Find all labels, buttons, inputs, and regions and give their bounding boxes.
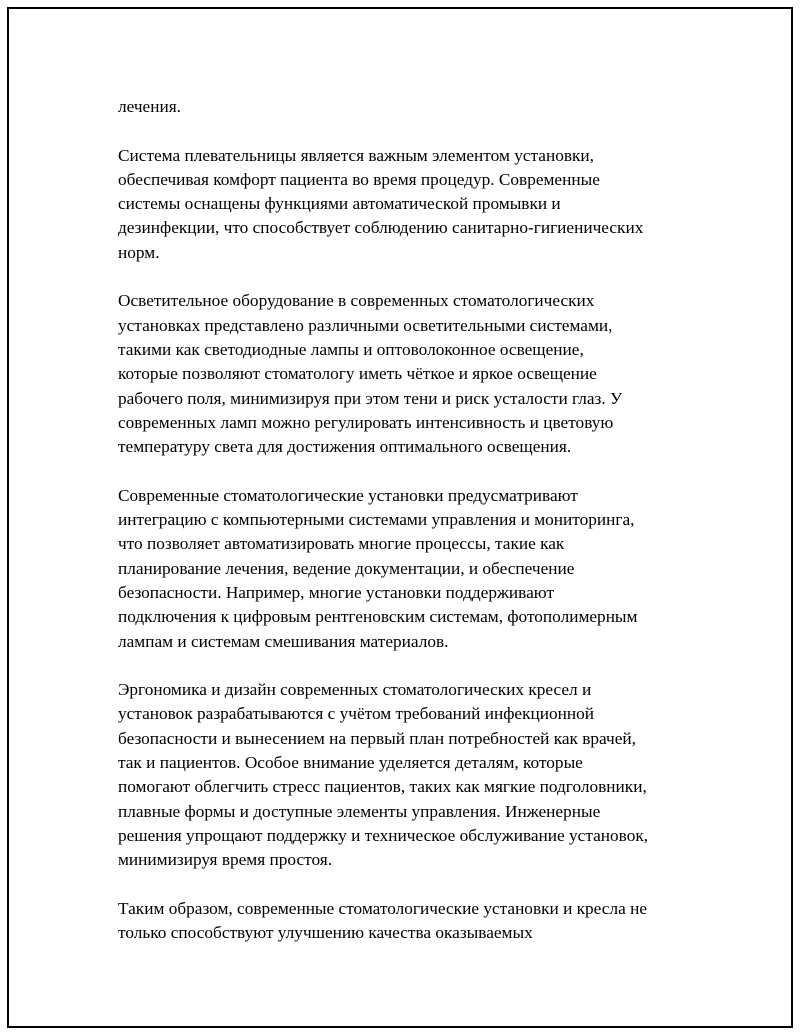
document-body: [118, 95, 688, 945]
text-line: Таким образом, современные стоматологические установки и кресла не: [118, 898, 647, 918]
paragraph-1: [118, 95, 688, 119]
paragraph-6: [118, 897, 688, 946]
paragraph-4: [118, 484, 688, 654]
paragraph-5: [118, 678, 688, 872]
text-line: такими как светодиодные лампы и оптоволоконное освещение,: [118, 339, 584, 359]
text-line: безопасности и вынесением на первый план потребностей как врачей,: [118, 728, 636, 748]
text-line: плавные формы и доступные элементы управления. Инженерные: [118, 801, 601, 821]
text-line: установок разрабатываются с учётом требований инфекционной: [118, 704, 594, 724]
text-line: температуру света для достижения оптимального освещения.: [118, 437, 572, 457]
text-line: решения упрощают поддержку и техническое обслуживание установок,: [118, 825, 649, 845]
text-line: Эргономика и дизайн современных стоматологических кресел и: [118, 680, 592, 700]
text-line: Осветительное оборудование в современных стоматологических: [118, 291, 595, 311]
text-line: дезинфекции, что способствует соблюдению санитарно-гигиенических: [118, 218, 644, 238]
text-line: лампам и системам смешивания материалов.: [118, 631, 449, 651]
text-line: интеграцию с компьютерными системами управления и мониторинга,: [118, 510, 635, 530]
text-line: безопасности. Например, многие установки поддерживают: [118, 582, 554, 602]
text-line: планирование лечения, ведение документации, и обеспечение: [118, 558, 575, 578]
text-line: только способствуют улучшению качества оказываемых: [118, 923, 533, 943]
paragraph-gap: [118, 654, 688, 678]
text-line: что позволяет автоматизировать многие процессы, такие как: [118, 534, 565, 554]
paragraph-gap: [118, 119, 688, 143]
text-line: установках представлено различными осветительными системами,: [118, 315, 613, 335]
text-line: современных ламп можно регулировать интенсивность и цветовую: [118, 412, 614, 432]
text-line: Современные стоматологические установки предусматривают: [118, 485, 578, 505]
text-line: лечения.: [118, 97, 181, 116]
text-line: рабочего поля, минимизируя при этом тени и риск усталости глаз. У: [118, 388, 623, 408]
text-line: Система плевательницы является важным элементом установки,: [118, 145, 594, 165]
text-line: так и пациентов. Особое внимание уделяется деталям, которые: [118, 753, 583, 773]
paragraph-gap: [118, 873, 688, 897]
text-line: которые позволяют стоматологу иметь чёткое и яркое освещение: [118, 364, 597, 384]
text-line: помогают облегчить стресс пациентов, таких как мягкие подголовники,: [118, 777, 647, 797]
paragraph-gap: [118, 265, 688, 289]
text-line: обеспечивая комфорт пациента во время процедур. Современные: [118, 169, 600, 189]
text-line: системы оснащены функциями автоматической промывки и: [118, 194, 561, 214]
text-line: подключения к цифровым рентгеновским системам, фотополимерным: [118, 607, 638, 627]
text-line: минимизируя время простоя.: [118, 850, 333, 870]
paragraph-gap: [118, 459, 688, 483]
paragraph-3: [118, 289, 688, 459]
text-line: норм.: [118, 242, 160, 262]
paragraph-2: [118, 144, 688, 265]
